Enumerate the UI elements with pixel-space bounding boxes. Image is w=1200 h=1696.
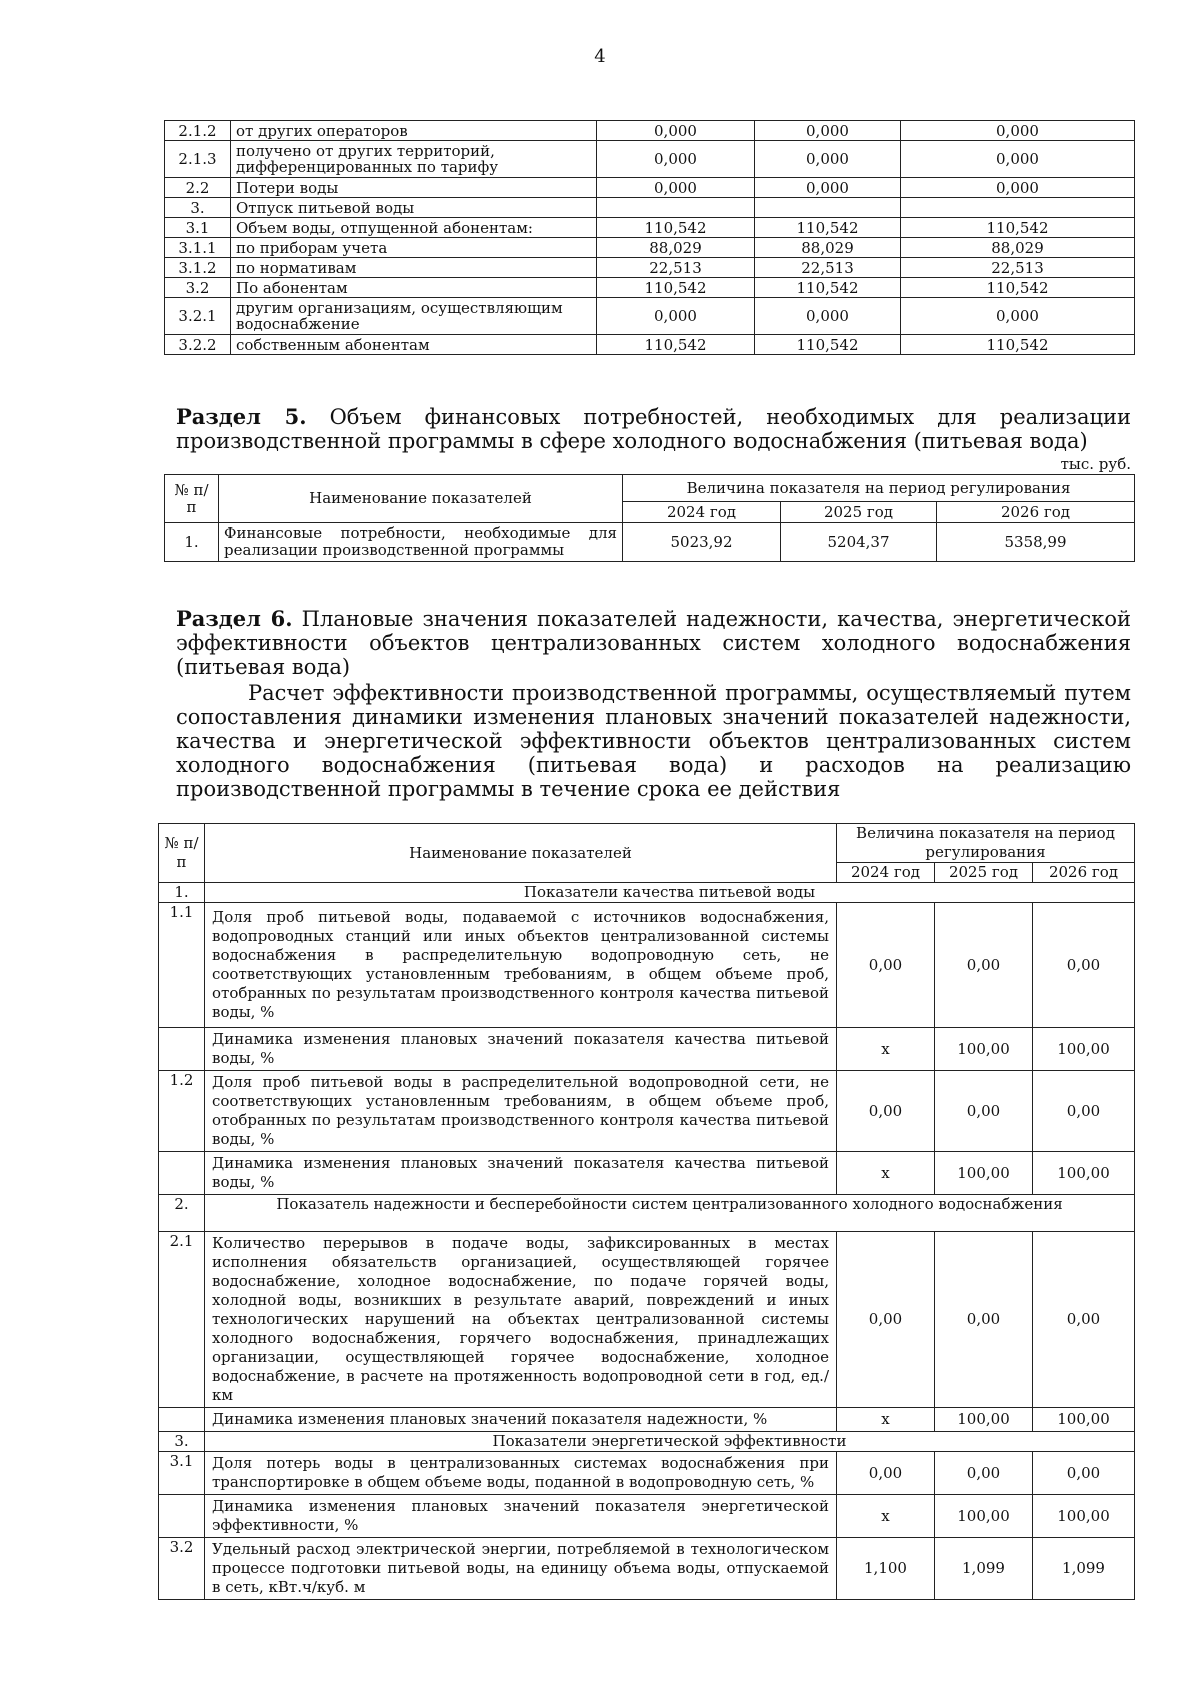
value-2024: 110,542 <box>597 335 755 355</box>
value-2026: 110,542 <box>901 335 1135 355</box>
table-row <box>159 1152 1135 1195</box>
row-number-empty <box>159 1495 205 1538</box>
value-2025: 5204,37 <box>781 523 937 562</box>
value-2025: 0,00 <box>935 903 1033 1028</box>
row-number: 3.1.1 <box>165 238 231 258</box>
value-2024: 1,100 <box>837 1538 935 1600</box>
value-2024: 0,000 <box>597 178 755 198</box>
row-number: 2.1 <box>159 1232 205 1408</box>
table-row <box>165 121 1135 141</box>
header-name: Наименование показателей <box>219 475 623 523</box>
section-5-label: Раздел 5. <box>176 404 307 429</box>
year-2026: 2026 год <box>937 502 1135 523</box>
group-row <box>159 883 1135 903</box>
section-5-heading <box>176 405 1131 453</box>
value-2026: 0,00 <box>1033 1452 1135 1495</box>
value-2025: 0,00 <box>935 1232 1033 1408</box>
value-2024: 5023,92 <box>623 523 781 562</box>
row-number: 3.2.1 <box>165 298 231 335</box>
row-name: Потери воды <box>231 178 597 198</box>
row-number: 2.1.2 <box>165 121 231 141</box>
value-2025: 110,542 <box>755 278 901 298</box>
value-2026: 100,00 <box>1033 1028 1135 1071</box>
indicators-table-body <box>159 824 1135 1600</box>
row-name: Отпуск питьевой воды <box>231 198 597 218</box>
financial-needs-table-body <box>165 475 1135 562</box>
value-2025: 0,000 <box>755 178 901 198</box>
value-2026: 1,099 <box>1033 1538 1135 1600</box>
value-2024: 88,029 <box>597 238 755 258</box>
group-title: Показатели энергетической эффективности <box>205 1432 1135 1452</box>
row-name: Объем воды, отпущенной абонентам: <box>231 218 597 238</box>
value-2024: 110,542 <box>597 278 755 298</box>
row-name: Удельный расход электрической энергии, потребляемой в технологическом процессе подготовки питьевой воды, на единицу объема воды, отпускаемой в сеть, кВт.ч/куб. м <box>205 1538 837 1600</box>
group-title: Показатель надежности и бесперебойности систем централизованного холодного водоснабжения <box>205 1195 1135 1232</box>
row-name: по нормативам <box>231 258 597 278</box>
value-2026: 100,00 <box>1033 1408 1135 1432</box>
value-2024: х <box>837 1152 935 1195</box>
value-2026: 5358,99 <box>937 523 1135 562</box>
value-2026: 22,513 <box>901 258 1135 278</box>
value-2026: 100,00 <box>1033 1495 1135 1538</box>
value-2026: 0,000 <box>901 141 1135 178</box>
row-name: Динамика изменения плановых значений показателя качества питьевой воды, % <box>205 1028 837 1071</box>
header-number: № п/п <box>165 475 219 523</box>
group-number: 1. <box>159 883 205 903</box>
table-row <box>165 141 1135 178</box>
row-number: 3. <box>165 198 231 218</box>
row-number: 1.1 <box>159 903 205 1028</box>
row-number: 3.1 <box>165 218 231 238</box>
efficiency-paragraph: Расчет эффективности производственной программы, осуществляемый путем сопоставления динамики изменения плановых значений показателей надежности, качества и энергетической эффективности объектов централизованных систем холодного водоснабжения (питьевая вода) и расходов на реализацию производственной программы в течение срока ее действия <box>176 681 1131 801</box>
row-number: 3.2 <box>165 278 231 298</box>
value-2026: 110,542 <box>901 218 1135 238</box>
value-2024: 110,542 <box>597 218 755 238</box>
row-number: 3.2 <box>159 1538 205 1600</box>
row-number-empty <box>159 1408 205 1432</box>
value-2024: 22,513 <box>597 258 755 278</box>
row-name: Динамика изменения плановых значений показателя надежности, % <box>205 1408 837 1432</box>
indicators-table <box>158 823 1135 1600</box>
year-2024: 2024 год <box>623 502 781 523</box>
header-period: Величина показателя на период регулирования <box>837 824 1135 863</box>
value-2024: 0,000 <box>597 141 755 178</box>
year-2025: 2025 год <box>781 502 937 523</box>
value-2025: 0,000 <box>755 121 901 141</box>
header-row <box>165 475 1135 502</box>
value-2024: 0,000 <box>597 298 755 335</box>
table-row <box>165 298 1135 335</box>
value-2026: 110,542 <box>901 278 1135 298</box>
page-number: 4 <box>594 46 606 67</box>
value-2025: 0,00 <box>935 1452 1033 1495</box>
unit-label: тыс. руб. <box>1060 455 1131 473</box>
row-name: собственным абонентам <box>231 335 597 355</box>
row-name: Доля проб питьевой воды, подаваемой с источников водоснабжения, водопроводных станций или иных объектов централизованной системы водоснабжения в распределительную водопроводную сеть, не соответствующих установленным требованиям, в общем объеме проб, отобранных по результатам производственного контроля качества питьевой воды, % <box>205 903 837 1028</box>
value-2026: 0,00 <box>1033 1232 1135 1408</box>
value-2025: 0,000 <box>755 298 901 335</box>
table-row <box>165 178 1135 198</box>
header-row <box>159 824 1135 863</box>
row-number: 3.1.2 <box>165 258 231 278</box>
value-2024: 0,00 <box>837 1071 935 1152</box>
section-6-label: Раздел 6. <box>176 606 293 631</box>
value-2025 <box>755 198 901 218</box>
group-row <box>159 1432 1135 1452</box>
group-title: Показатели качества питьевой воды <box>205 883 1135 903</box>
year-2025: 2025 год <box>935 863 1033 883</box>
row-name: Количество перерывов в подаче воды, зафиксированных в местах исполнения обязательств организацией, осуществляющей горячее водоснабжение, холодное водоснабжение, по подаче горячей воды, холодной воды, возникших в результате аварий, повреждений и иных технологических нарушений на объектах централизованной системы холодного водоснабжения, горячего водоснабжения, принадлежащих организации, осуществляющей горячее водоснабжение, холодное водоснабжение, в расчете на протяженность водопроводной сети в год, ед./ км <box>205 1232 837 1408</box>
row-name: от других операторов <box>231 121 597 141</box>
row-name: другим организациям, осуществляющим водоснабжение <box>231 298 597 335</box>
table-row <box>159 1452 1135 1495</box>
year-2026: 2026 год <box>1033 863 1135 883</box>
table-row <box>159 1408 1135 1432</box>
value-2024: 0,00 <box>837 903 935 1028</box>
value-2024: 0,000 <box>597 121 755 141</box>
value-2025: 100,00 <box>935 1495 1033 1538</box>
value-2024: 0,00 <box>837 1232 935 1408</box>
water-volume-table <box>164 120 1135 355</box>
header-name: Наименование показателей <box>205 824 837 883</box>
row-name: Динамика изменения плановых значений показателя энергетической эффективности, % <box>205 1495 837 1538</box>
row-name: получено от других территорий, дифференцированных по тарифу <box>231 141 597 178</box>
table-row <box>159 1028 1135 1071</box>
table-row <box>165 278 1135 298</box>
value-2025: 100,00 <box>935 1028 1033 1071</box>
value-2025: 0,000 <box>755 141 901 178</box>
value-2024 <box>597 198 755 218</box>
value-2026: 0,000 <box>901 121 1135 141</box>
value-2026: 100,00 <box>1033 1152 1135 1195</box>
row-number-empty <box>159 1152 205 1195</box>
table-row <box>159 1071 1135 1152</box>
table-row <box>165 258 1135 278</box>
section-6-title: Плановые значения показателей надежности, качества, энергетической эффективности объектов централизованных систем холодного водоснабжения (питьевая вода) <box>176 607 1131 679</box>
value-2024: х <box>837 1028 935 1071</box>
row-name: Динамика изменения плановых значений показателя качества питьевой воды, % <box>205 1152 837 1195</box>
row-name: По абонентам <box>231 278 597 298</box>
year-2024: 2024 год <box>837 863 935 883</box>
value-2026 <box>901 198 1135 218</box>
table-row <box>159 1538 1135 1600</box>
value-2026: 0,000 <box>901 178 1135 198</box>
value-2026: 0,000 <box>901 298 1135 335</box>
value-2025: 100,00 <box>935 1152 1033 1195</box>
header-number: № п/п <box>159 824 205 883</box>
value-2025: 1,099 <box>935 1538 1033 1600</box>
row-name: Финансовые потребности, необходимые для реализации производственной программы <box>219 523 623 562</box>
table-row <box>159 1495 1135 1538</box>
row-number-empty <box>159 1028 205 1071</box>
value-2025: 22,513 <box>755 258 901 278</box>
value-2025: 110,542 <box>755 218 901 238</box>
row-number: 3.2.2 <box>165 335 231 355</box>
table-row <box>165 523 1135 562</box>
group-number: 3. <box>159 1432 205 1452</box>
group-number: 2. <box>159 1195 205 1232</box>
row-name: по приборам учета <box>231 238 597 258</box>
value-2025: 110,542 <box>755 335 901 355</box>
financial-needs-table <box>164 474 1135 562</box>
row-name: Доля потерь воды в централизованных системах водоснабжения при транспортировке в общем объеме воды, поданной в водопроводную сеть, % <box>205 1452 837 1495</box>
value-2025: 88,029 <box>755 238 901 258</box>
section-6-heading <box>176 607 1131 679</box>
row-name: Доля проб питьевой воды в распределительной водопроводной сети, не соответствующих установленным требованиям, в общем объеме проб, отобранных по результатам производственного контроля качества питьевой воды, % <box>205 1071 837 1152</box>
value-2024: х <box>837 1495 935 1538</box>
table-row <box>165 218 1135 238</box>
value-2026: 0,00 <box>1033 1071 1135 1152</box>
value-2026: 88,029 <box>901 238 1135 258</box>
value-2025: 100,00 <box>935 1408 1033 1432</box>
table-row <box>159 1232 1135 1408</box>
row-number: 2.2 <box>165 178 231 198</box>
group-row <box>159 1195 1135 1232</box>
value-2025: 0,00 <box>935 1071 1033 1152</box>
row-number: 2.1.3 <box>165 141 231 178</box>
value-2024: х <box>837 1408 935 1432</box>
section-5-title: Объем финансовых потребностей, необходимых для реализации производственной программы в сфере холодного водоснабжения (питьевая вода) <box>176 405 1131 453</box>
row-number: 3.1 <box>159 1452 205 1495</box>
table-row <box>165 238 1135 258</box>
value-2026: 0,00 <box>1033 903 1135 1028</box>
value-2024: 0,00 <box>837 1452 935 1495</box>
row-number: 1. <box>165 523 219 562</box>
table-row <box>159 903 1135 1028</box>
row-number: 1.2 <box>159 1071 205 1152</box>
table-row <box>165 198 1135 218</box>
header-period: Величина показателя на период регулирования <box>623 475 1135 502</box>
water-volume-table-body <box>165 121 1135 355</box>
table-row <box>165 335 1135 355</box>
